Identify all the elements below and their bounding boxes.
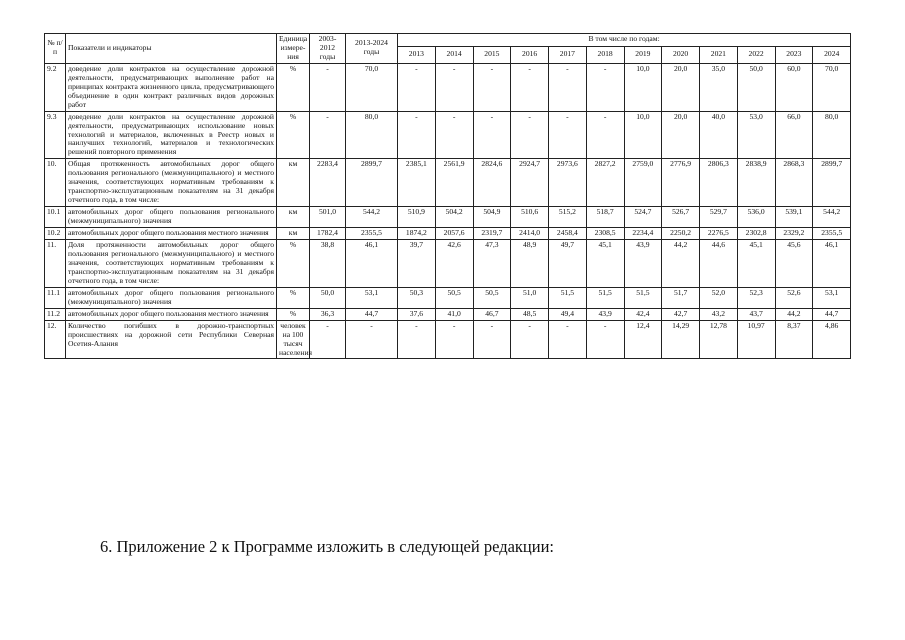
section-caption: 6. Приложение 2 к Программе изложить в следующей редакции: — [100, 537, 554, 556]
table-row — [45, 63, 851, 111]
header-period-2: 2013-2024 годы — [346, 34, 398, 64]
row-number: 9.3 — [45, 111, 66, 159]
unit-cell: % — [277, 111, 310, 159]
year-value: 50,3 — [398, 287, 436, 308]
year-value: 42,7 — [662, 308, 700, 320]
period-2-value: 44,7 — [346, 308, 398, 320]
header-year: 2022 — [737, 46, 775, 63]
row-number: 10.2 — [45, 228, 66, 240]
header-year: 2019 — [624, 46, 662, 63]
indicator-name: автомобильных дорог общего пользования регионального (межмуниципального) значения — [66, 287, 277, 308]
header-indicator: Показатели и индикаторы — [66, 34, 277, 64]
year-value: 12,4 — [624, 320, 662, 359]
year-value: 2838,9 — [737, 159, 775, 207]
year-value: 510,9 — [398, 207, 436, 228]
indicator-name: Доля протяженности автомобильных дорог общего пользования регионального (межмуниципального) и местного значения, соответствующих нормативным требованиям к транспортно-эксплуатационным показателям на 31 декабря отчетного года, в том числе: — [66, 240, 277, 288]
year-value: - — [511, 63, 549, 111]
year-value: 8,37 — [775, 320, 813, 359]
period-2-value: 53,1 — [346, 287, 398, 308]
year-value: 41,0 — [435, 308, 473, 320]
year-value: 45,1 — [586, 240, 624, 288]
year-value: 2234,4 — [624, 228, 662, 240]
year-value: - — [473, 320, 511, 359]
year-value: 43,2 — [700, 308, 738, 320]
year-value: 53,0 — [737, 111, 775, 159]
year-value: 51,5 — [624, 287, 662, 308]
year-value: 52,6 — [775, 287, 813, 308]
year-value: - — [511, 111, 549, 159]
year-value: 46,7 — [473, 308, 511, 320]
year-value: 51,5 — [549, 287, 587, 308]
table-row — [45, 159, 851, 207]
header-row-1 — [45, 34, 851, 47]
year-value: 53,1 — [813, 287, 851, 308]
year-value: 504,2 — [435, 207, 473, 228]
header-year: 2018 — [586, 46, 624, 63]
year-value: 45,6 — [775, 240, 813, 288]
year-value: - — [398, 320, 436, 359]
year-value: - — [549, 63, 587, 111]
year-value: 2329,2 — [775, 228, 813, 240]
header-year: 2023 — [775, 46, 813, 63]
indicator-name: автомобильных дорог общего пользования местного значения — [66, 308, 277, 320]
year-value: 2276,5 — [700, 228, 738, 240]
year-value: 2414,0 — [511, 228, 549, 240]
table-row — [45, 111, 851, 159]
year-value: 49,7 — [549, 240, 587, 288]
unit-cell: % — [277, 287, 310, 308]
year-value: 48,5 — [511, 308, 549, 320]
indicator-name: Количество погибших в дорожно-транспортных происшествиях на дорожной сети Республики Северная Осетия-Алания — [66, 320, 277, 359]
year-value: 2319,7 — [473, 228, 511, 240]
year-value: 44,2 — [775, 308, 813, 320]
indicator-name: доведение доли контрактов на осуществление дорожной деятельности, предусматривающих выполнение работ на принципах контракта жизненного цикла, предусматривающего объединение в один контракт различных видов дорожных работ — [66, 63, 277, 111]
year-value: 80,0 — [813, 111, 851, 159]
year-value: 2308,5 — [586, 228, 624, 240]
year-value: - — [398, 111, 436, 159]
year-value: - — [586, 111, 624, 159]
year-value: 2899,7 — [813, 159, 851, 207]
period-2-value: 544,2 — [346, 207, 398, 228]
year-value: 4,86 — [813, 320, 851, 359]
year-value: 524,7 — [624, 207, 662, 228]
year-value: 44,7 — [813, 308, 851, 320]
year-value: 539,1 — [775, 207, 813, 228]
row-number: 11. — [45, 240, 66, 288]
year-value: 2759,0 — [624, 159, 662, 207]
period-1-value: - — [310, 63, 346, 111]
year-value: - — [473, 63, 511, 111]
year-value: 518,7 — [586, 207, 624, 228]
period-1-value: - — [310, 320, 346, 359]
year-value: 536,0 — [737, 207, 775, 228]
header-no: № п/п — [45, 34, 66, 64]
year-value: 50,0 — [737, 63, 775, 111]
year-value: 504,9 — [473, 207, 511, 228]
period-1-value: 50,0 — [310, 287, 346, 308]
year-value: 526,7 — [662, 207, 700, 228]
unit-cell: км — [277, 207, 310, 228]
year-value: 43,7 — [737, 308, 775, 320]
unit-cell: человек на 100 тысяч населения — [277, 320, 310, 359]
year-value: - — [586, 320, 624, 359]
row-number: 10.1 — [45, 207, 66, 228]
year-value: 45,1 — [737, 240, 775, 288]
row-number: 11.2 — [45, 308, 66, 320]
header-year: 2021 — [700, 46, 738, 63]
year-value: 20,0 — [662, 63, 700, 111]
indicator-name: автомобильных дорог общего пользования местного значения — [66, 228, 277, 240]
period-1-value: 1782,4 — [310, 228, 346, 240]
indicator-name: доведение доли контрактов на осуществление дорожной деятельности, предусматривающих использование новых технологий и материалов, включенных в Реестр новых и наилучших технологий, материалов и технологических решений повторного применения — [66, 111, 277, 159]
year-value: 2302,8 — [737, 228, 775, 240]
year-value: 44,2 — [662, 240, 700, 288]
period-2-value: 46,1 — [346, 240, 398, 288]
year-value: 10,0 — [624, 63, 662, 111]
indicator-name: Общая протяженность автомобильных дорог общего пользования регионального (межмуниципального) и местного значения, соответствующих нормативным требованиям к транспортно-эксплуатационным показателям на 31 декабря отчетного года, в том числе: — [66, 159, 277, 207]
year-value: 70,0 — [813, 63, 851, 111]
table-row — [45, 228, 851, 240]
year-value: 66,0 — [775, 111, 813, 159]
period-1-value: 501,0 — [310, 207, 346, 228]
year-value: 47,3 — [473, 240, 511, 288]
year-value: - — [586, 63, 624, 111]
year-value: 544,2 — [813, 207, 851, 228]
period-2-value: 70,0 — [346, 63, 398, 111]
period-2-value: - — [346, 320, 398, 359]
period-1-value: 36,3 — [310, 308, 346, 320]
year-value: 2561,9 — [435, 159, 473, 207]
year-value: 2824,6 — [473, 159, 511, 207]
year-value: 52,3 — [737, 287, 775, 308]
year-value: 2924,7 — [511, 159, 549, 207]
year-value: 42,6 — [435, 240, 473, 288]
year-value: 2250,2 — [662, 228, 700, 240]
year-value: 35,0 — [700, 63, 738, 111]
table-row — [45, 240, 851, 288]
year-value: - — [435, 320, 473, 359]
year-value: 42,4 — [624, 308, 662, 320]
year-value: 52,0 — [700, 287, 738, 308]
row-number: 11.1 — [45, 287, 66, 308]
period-2-value: 2355,5 — [346, 228, 398, 240]
year-value: - — [549, 320, 587, 359]
year-value: 51,0 — [511, 287, 549, 308]
year-value: 2385,1 — [398, 159, 436, 207]
table-row — [45, 320, 851, 359]
year-value: 2776,9 — [662, 159, 700, 207]
year-value: - — [511, 320, 549, 359]
header-year: 2016 — [511, 46, 549, 63]
year-value: 2057,6 — [435, 228, 473, 240]
header-period-1: 2003-2012 годы — [310, 34, 346, 64]
year-value: 2827,2 — [586, 159, 624, 207]
period-2-value: 2899,7 — [346, 159, 398, 207]
unit-cell: км — [277, 228, 310, 240]
year-value: 1874,2 — [398, 228, 436, 240]
year-value: 43,9 — [624, 240, 662, 288]
header-unit: Единица измере-ния — [277, 34, 310, 64]
header-year: 2024 — [813, 46, 851, 63]
row-number: 10. — [45, 159, 66, 207]
year-value: 51,7 — [662, 287, 700, 308]
year-value: 50,5 — [435, 287, 473, 308]
year-value: 529,7 — [700, 207, 738, 228]
header-year: 2014 — [435, 46, 473, 63]
row-number: 12. — [45, 320, 66, 359]
header-year: 2017 — [549, 46, 587, 63]
year-value: 2806,3 — [700, 159, 738, 207]
period-1-value: 2283,4 — [310, 159, 346, 207]
year-value: 39,7 — [398, 240, 436, 288]
table-body — [45, 63, 851, 359]
table-row — [45, 308, 851, 320]
unit-cell: км — [277, 159, 310, 207]
year-value: 60,0 — [775, 63, 813, 111]
year-value: 51,5 — [586, 287, 624, 308]
year-value: - — [435, 111, 473, 159]
header-year: 2020 — [662, 46, 700, 63]
year-value: 49,4 — [549, 308, 587, 320]
header-year: 2013 — [398, 46, 436, 63]
year-value: 10,0 — [624, 111, 662, 159]
year-value: 44,6 — [700, 240, 738, 288]
period-2-value: 80,0 — [346, 111, 398, 159]
year-value: 50,5 — [473, 287, 511, 308]
year-value: 40,0 — [700, 111, 738, 159]
year-value: 43,9 — [586, 308, 624, 320]
year-value: 2355,5 — [813, 228, 851, 240]
year-value: 2458,4 — [549, 228, 587, 240]
table-row — [45, 287, 851, 308]
year-value: 20,0 — [662, 111, 700, 159]
year-value: 510,6 — [511, 207, 549, 228]
year-value: 515,2 — [549, 207, 587, 228]
year-value: - — [398, 63, 436, 111]
year-value: 12,78 — [700, 320, 738, 359]
year-value: 46,1 — [813, 240, 851, 288]
unit-cell: % — [277, 240, 310, 288]
row-number: 9.2 — [45, 63, 66, 111]
unit-cell: % — [277, 308, 310, 320]
header-year: 2015 — [473, 46, 511, 63]
year-value: - — [435, 63, 473, 111]
year-value: 37,6 — [398, 308, 436, 320]
year-value: 14,29 — [662, 320, 700, 359]
period-1-value: 38,8 — [310, 240, 346, 288]
unit-cell: % — [277, 63, 310, 111]
year-value: - — [473, 111, 511, 159]
year-value: - — [549, 111, 587, 159]
header-years-group: В том числе по годам: — [398, 34, 851, 47]
year-value: 48,9 — [511, 240, 549, 288]
indicator-name: автомобильных дорог общего пользования регионального (межмуниципального) значения — [66, 207, 277, 228]
indicators-table — [44, 33, 851, 359]
year-value: 2973,6 — [549, 159, 587, 207]
period-1-value: - — [310, 111, 346, 159]
table-row — [45, 207, 851, 228]
year-value: 10,97 — [737, 320, 775, 359]
year-value: 2868,3 — [775, 159, 813, 207]
